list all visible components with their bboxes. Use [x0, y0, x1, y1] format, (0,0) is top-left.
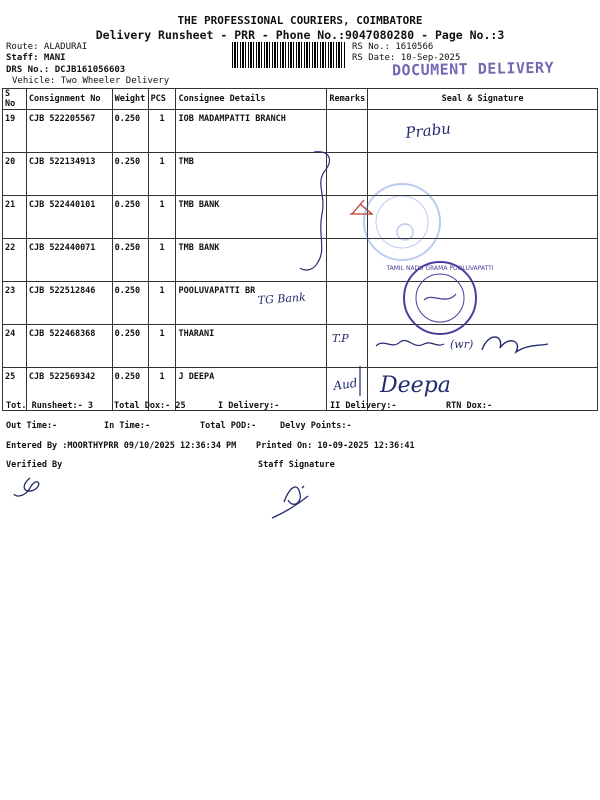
rs-date: RS Date: 10-Sep-2025: [352, 53, 461, 63]
col-sno: S No: [3, 89, 27, 110]
signature-row19: Prabu: [404, 119, 452, 142]
cell-sno: 24: [3, 325, 27, 368]
verified-by-label: Verified By: [6, 460, 63, 470]
rtn-dox: RTN Dox:-: [446, 401, 493, 411]
bracket-mark: [300, 152, 329, 270]
cell-weight: 0.250: [112, 325, 148, 368]
cell-pcs: 1: [148, 239, 176, 282]
signature-row25: Deepa: [380, 373, 451, 398]
cell-consignment: CJB 522512846: [26, 282, 112, 325]
remark-row25: Aud: [332, 375, 359, 393]
cell-consignee: TMB: [176, 153, 327, 196]
col-remarks: Remarks: [327, 89, 368, 110]
cell-sno: 25: [3, 368, 27, 411]
cell-pcs: 1: [148, 325, 176, 368]
cell-sno: 19: [3, 110, 27, 153]
ii-delivery: II Delivery:-: [330, 401, 397, 411]
i-delivery: I Delivery:-: [218, 401, 280, 411]
cell-consignee: THARANI: [176, 325, 327, 368]
route-label: Route: ALADURAI: [6, 42, 88, 52]
stamp-ring-text: TAMIL NADU GRAMA POOLUVAPATTI: [386, 265, 494, 272]
rs-number: RS No.: 1610566: [352, 42, 434, 52]
col-consignment: Consignment No: [26, 89, 112, 110]
cell-consignment: CJB 522205567: [26, 110, 112, 153]
remark-row24: T.P: [332, 332, 349, 345]
cell-pcs: 1: [148, 368, 176, 411]
cell-consignee: J DEEPA: [176, 368, 327, 411]
signature-note-row24: (wr): [450, 338, 474, 351]
document-delivery-stamp: DOCUMENT DELIVERY: [391, 58, 555, 80]
out-time: Out Time:-: [6, 421, 58, 431]
cell-sno: 21: [3, 196, 27, 239]
cell-consignment: CJB 522468368: [26, 325, 112, 368]
cell-consignment: CJB 522440071: [26, 239, 112, 282]
cell-consignee: POOLUVAPATTI BR: [176, 282, 327, 325]
cell-weight: 0.250: [112, 239, 148, 282]
signature-row24: [376, 340, 444, 346]
company-name: THE PROFESSIONAL COURIERS, COIMBATORE: [177, 14, 423, 27]
remark-row23: TG Bank: [257, 290, 307, 307]
in-time: In Time:-: [104, 421, 151, 431]
faded-bank-seal: [364, 184, 440, 260]
tot-runsheet: Tot. Runsheet:- 3: [6, 401, 93, 411]
cell-pcs: 1: [148, 153, 176, 196]
cell-sno: 22: [3, 239, 27, 282]
staff-signature-label: Staff Signature: [258, 460, 335, 470]
cell-sno: 20: [3, 153, 27, 196]
col-seal-signature: Seal & Signature: [368, 89, 598, 110]
cell-pcs: 1: [148, 196, 176, 239]
cell-weight: 0.250: [112, 368, 148, 411]
staff-label: Staff: MANI: [6, 53, 66, 63]
entered-by: Entered By :MOORTHYPRR 09/10/2025 12:36:34 PM: [6, 441, 237, 451]
cell-weight: 0.250: [112, 110, 148, 153]
cell-consignment: CJB 522134913: [26, 153, 112, 196]
printed-on: Printed On: 10-09-2025 12:36:41: [256, 441, 415, 451]
staff-signature-mark: [272, 486, 308, 518]
drs-number: DRS No.: DCJB161056603: [6, 65, 126, 75]
verified-by-signature: [14, 478, 39, 496]
cell-consignee: TMB BANK: [176, 196, 327, 239]
cell-weight: 0.250: [112, 282, 148, 325]
pooluvapatti-stamp: [404, 262, 476, 334]
col-consignee: Consignee Details: [176, 89, 327, 110]
col-pcs: PCS: [148, 89, 176, 110]
total-dox: Total Dox:- 25: [114, 401, 186, 411]
cell-consignment: CJB 522440101: [26, 196, 112, 239]
cell-sno: 23: [3, 282, 27, 325]
cell-weight: 0.250: [112, 196, 148, 239]
total-pod: Total POD:-: [200, 421, 257, 431]
cell-consignee: TMB BANK: [176, 239, 327, 282]
runsheet-subtitle: Delivery Runsheet - PRR - Phone No.:9047080280 - Page No.:3: [95, 28, 505, 42]
cell-weight: 0.250: [112, 153, 148, 196]
cell-consignee: IOB MADAMPATTI BRANCH: [176, 110, 327, 153]
delvy-points: Delvy Points:-: [280, 421, 352, 431]
cell-pcs: 1: [148, 110, 176, 153]
cell-pcs: 1: [148, 282, 176, 325]
signature-scribble-row24: [482, 337, 548, 352]
cell-consignment: CJB 522569342: [26, 368, 112, 411]
col-weight: Weight: [112, 89, 148, 110]
vehicle-label: Vehicle: Two Wheeler Delivery: [12, 76, 170, 86]
